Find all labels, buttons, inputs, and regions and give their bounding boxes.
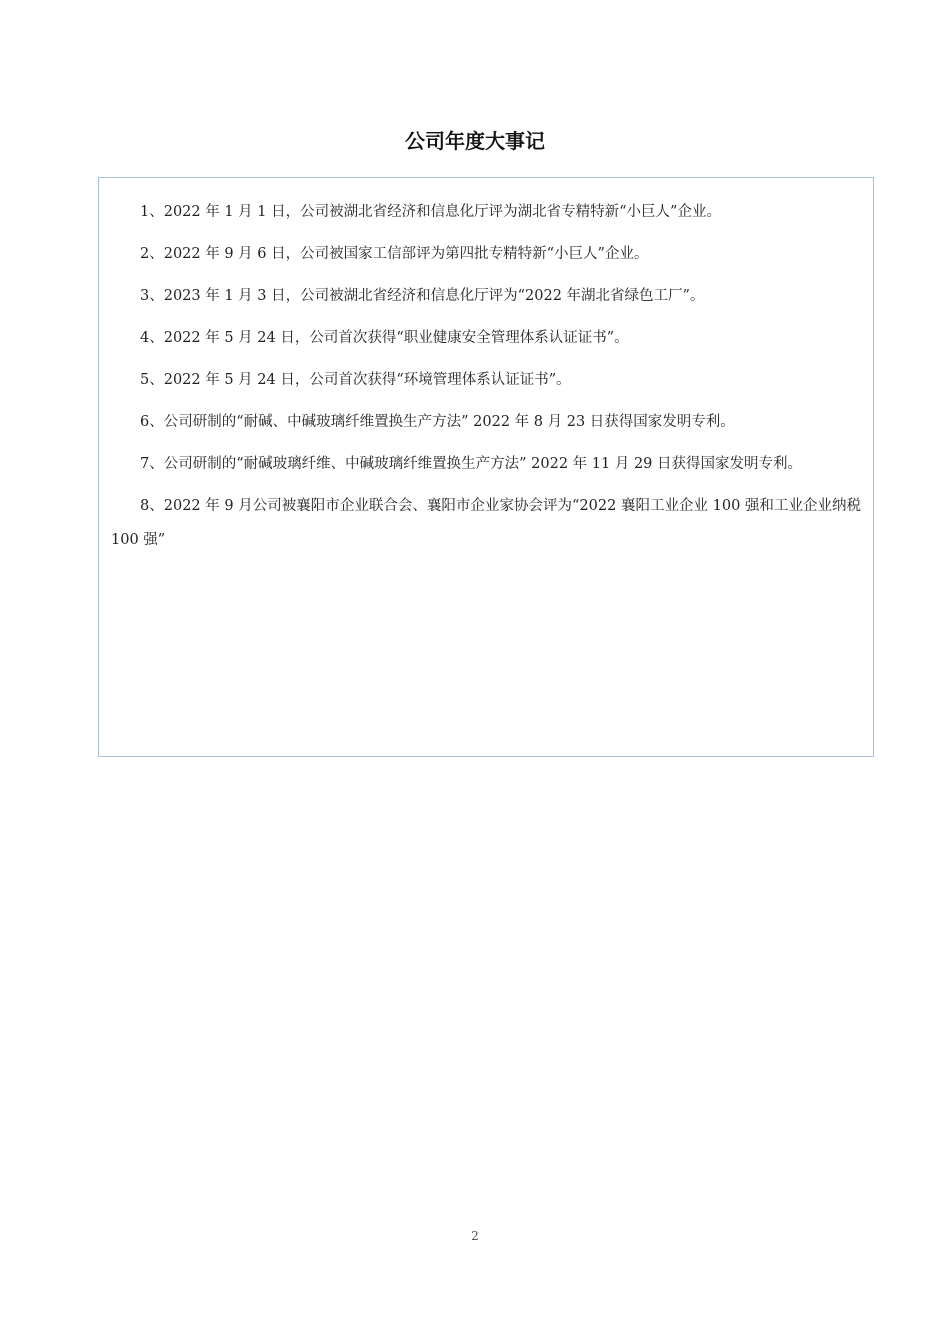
- event-item-7: 7、公司研制的“耐碱玻璃纤维、中碱玻璃纤维置换生产方法” 2022 年 11 月 29 日获得国家发明专利。: [140, 456, 803, 472]
- event-item-4: 4、2022 年 5 月 24 日，公司首次获得“职业健康安全管理体系认证证书”。: [140, 330, 629, 346]
- page-number: 2: [471, 1229, 479, 1243]
- event-item-6: 6、公司研制的“耐碱、中碱玻璃纤维置换生产方法” 2022 年 8 月 23 日获得国家发明专利。: [140, 414, 735, 430]
- event-item-1: 1、2022 年 1 月 1 日，公司被湖北省经济和信息化厅评为湖北省专精特新“小巨人”企业。: [140, 204, 721, 220]
- event-item-8: 8、2022 年 9 月公司被襄阳市企业联合会、襄阳市企业家协会评为“2022 襄阳工业企业 100 强和工业企业纳税 100 强”: [111, 498, 861, 548]
- event-item-5: 5、2022 年 5 月 24 日，公司首次获得“环境管理体系认证证书”。: [140, 372, 571, 388]
- event-item-3: 3、2023 年 1 月 3 日，公司被湖北省经济和信息化厅评为“2022 年湖北省绿色工厂”。: [140, 288, 705, 304]
- page-title: 公司年度大事记: [405, 129, 545, 153]
- events-box: [98, 177, 874, 757]
- event-item-2: 2、2022 年 9 月 6 日，公司被国家工信部评为第四批专精特新“小巨人”企业。: [140, 246, 649, 262]
